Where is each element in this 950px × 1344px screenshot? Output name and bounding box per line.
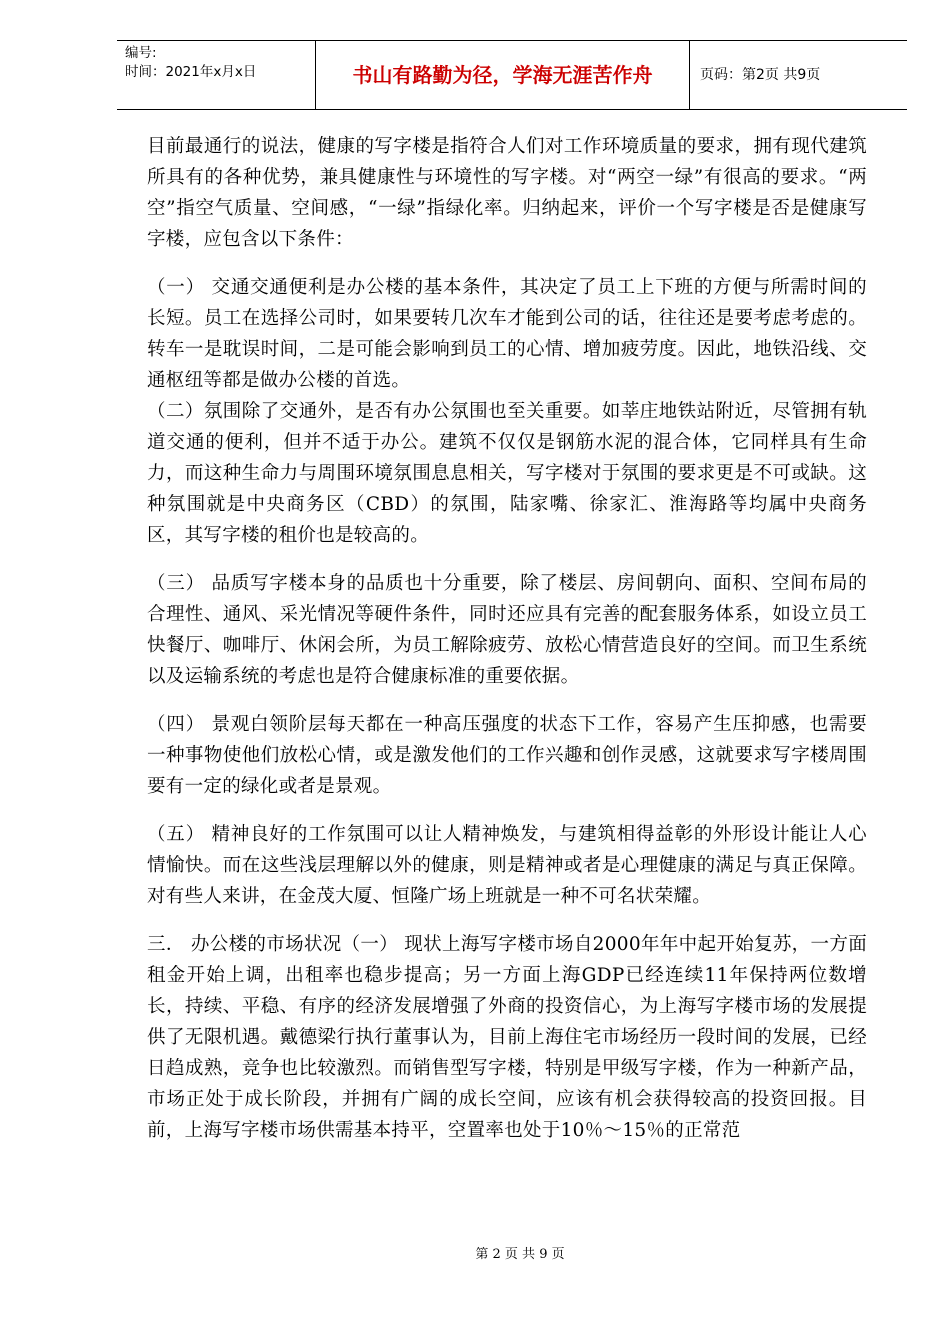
document-time-label: 时间：2021年x月x日 <box>125 64 257 80</box>
document-number-label: 编号: <box>125 45 157 61</box>
header-page-info <box>690 41 907 109</box>
paragraph-quality: （三） 品质写字楼本身的品质也十分重要，除了楼层、房间朝向、面积、空间布局的合理性、通风、采光情况等硬件条件，同时还应具有完善的配套服务体系，如设立员工快餐厅、咖啡厅、休闲会所，为员工解除疲劳、放松心情营造良好的空间。而卫生系统以及运输系统的考虑也是符合健康标准的重要依据。 <box>147 573 867 687</box>
paragraph-market-status: 三． 办公楼的市场状况（一） 现状上海写字楼市场自2000年年中起开始复苏，一方面租金开始上调，出租率也稳步提高；另一方面上海GDP已经连续11年保持两位数增长，持续、平稳、有序的经济发展增强了外商的投资信心，为上海写字楼市场的发展提供了无限机遇。戴德梁行执行董事认为，目前上海住宅市场经历一段时间的发展，已经日趋成熟，竞争也比较激烈。而销售型写字楼，特别是甲级写字楼，作为一种新产品，市场正处于成长阶段，并拥有广阔的成长空间，应该有机会获得较高的投资回报。目前，上海写字楼市场供需基本持平，空置率也处于10％～15％的正常范 <box>147 934 867 1141</box>
page-header <box>117 40 907 110</box>
header-motto: 书山有路勤为径，学海无涯苦作舟 <box>316 41 690 109</box>
paragraph-landscape: （四） 景观白领阶层每天都在一种高压强度的状态下工作，容易产生压抑感，也需要一种事物使他们放松心情，或是激发他们的工作兴趣和创作灵感，这就要求写字楼周围要有一定的绿化或者是景观。 <box>147 714 867 797</box>
paragraph-transport: （一） 交通交通便利是办公楼的基本条件，其决定了员工上下班的方便与所需时间的长短。员工在选择公司时，如果要转几次车才能到公司的话，往往还是要考虑考虑的。转车一是耽误时间，二是可能会影响到员工的心情、增加疲劳度。因此，地铁沿线、交通枢纽等都是做办公楼的首选。 <box>147 277 867 391</box>
header-meta <box>117 41 316 109</box>
paragraph-spirit: （五） 精神良好的工作氛围可以让人精神焕发，与建筑相得益彰的外形设计能让人心情愉快。而在这些浅层理解以外的健康，则是精神或者是心理健康的满足与真正保障。对有些人来讲，在金茂大厦、恒隆广场上班就是一种不可名状荣耀。 <box>147 824 867 907</box>
document-body <box>147 131 867 1146</box>
paragraph-intro: 目前最通行的说法，健康的写字楼是指符合人们对工作环境质量的要求，拥有现代建筑所具有的各种优势，兼具健康性与环境性的写字楼。对“两空一绿”有很高的要求。“两空”指空气质量、空间感，“一绿”指绿化率。归纳起来，评价一个写字楼是否是健康写字楼，应包含以下条件： <box>147 136 867 250</box>
page-footer: 第 2 页 共 9 页 <box>475 1247 565 1262</box>
header-page-info-text: 页码：第2页 共9页 <box>700 67 821 83</box>
paragraph-atmosphere: （二）氛围除了交通外，是否有办公氛围也至关重要。如莘庄地铁站附近，尽管拥有轨道交通的便利，但并不适于办公。建筑不仅仅是钢筋水泥的混合体，它同样具有生命力，而这种生命力与周围环境氛围息息相关，写字楼对于氛围的要求更是不可或缺。这种氛围就是中央商务区（CBD）的氛围，陆家嘴、徐家汇、淮海路等均属中央商务区，其写字楼的租价也是较高的。 <box>147 401 867 546</box>
